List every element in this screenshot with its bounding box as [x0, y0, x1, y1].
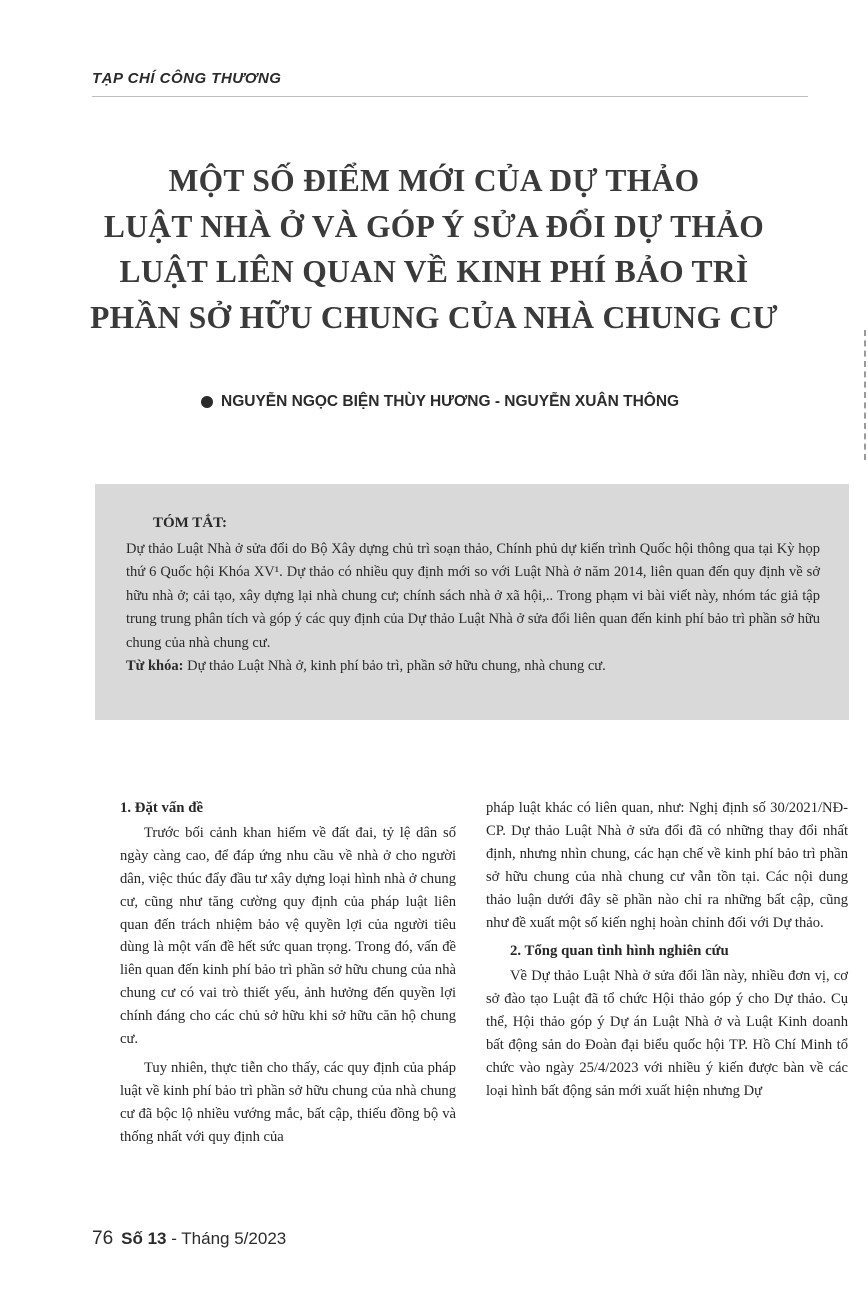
paragraph: pháp luật khác có liên quan, như: Nghị định số 30/2021/NĐ-CP. Dự thảo Luật Nhà ở sửa đổi đã có những thay đổi nhất định, nhưng nhìn chung, các hạn chế về kinh phí bảo trì phần sở hữu chung của nhà chung cư vẫn tồn tại. Các nội dung thảo luận dưới đây sẽ phần nào chỉ ra những bất cập, cũng như đề xuất một số kiến nghị hoàn chỉnh đối với Dự thảo.: [486, 800, 848, 931]
issue-number: Số 13: [121, 1229, 167, 1248]
paragraph: Tuy nhiên, thực tiễn cho thấy, các quy định của pháp luật về kinh phí bảo trì phần sở hữu chung của nhà chung cư đã bộc lộ nhiều vướng mắc, bất cập, thiếu đồng bộ và thống nhất với quy định của: [120, 1059, 456, 1145]
authors-names: NGUYỄN NGỌC BIỆN THÙY HƯƠNG - NGUYỄN XUÂN THÔNG: [221, 393, 680, 410]
abstract-heading: TÓM TẮT:: [153, 515, 228, 531]
paragraph: Trước bối cảnh khan hiếm về đất đai, tỷ lệ dân số ngày càng cao, để đáp ứng nhu cầu về nhà ở cho người dân, việc thúc đẩy đầu tư xây dựng loại hình nhà ở chung cư, cũng như tăng cường quy định của pháp luật liên quan đến trách nhiệm bảo vệ quyền lợi của người tiêu dùng là một vấn đề hết sức quan trọng. Trong đó, vấn đề liên quan đến kinh phí bảo trì phần sở hữu chung của nhà chung cư có vai trò thiết yếu, ảnh hưởng đến quyền lợi chính đáng cho các chủ sở hữu khi sở hữu căn hộ chung cư.: [120, 824, 456, 1048]
issue-date: - Tháng 5/2023: [166, 1229, 287, 1248]
right-column: [486, 797, 848, 1109]
abstract-text: Dự thảo Luật Nhà ở sửa đổi do Bộ Xây dựng chủ trì soạn thảo, Chính phủ dự kiến trình Quốc hội thông qua tại Kỳ họp thứ 6 Quốc hội Khóa XV¹. Dự thảo có nhiều quy định mới so với Luật Nhà ở năm 2014, liên quan đến quy định về sở hữu nhà ở; cải tạo, xây dựng lại nhà chung cư; chính sách nhà ở xã hội,.. Trong phạm vi bài viết này, nhóm tác giả tập trung trung phân tích và góp ý các quy định của Dự thảo Luật Nhà ở sửa đổi liên quan đến kinh phí bảo trì phần sở hữu chung của nhà chung cư.: [126, 540, 820, 651]
keywords-line: [126, 655, 820, 679]
title-line: MỘT SỐ ĐIỂM MỚI CỦA DỰ THẢO: [168, 163, 700, 198]
left-column: [120, 797, 456, 1155]
journal-name: TẠP CHÍ CÔNG THƯƠNG: [92, 70, 282, 87]
journal-header: [92, 70, 808, 104]
abstract-box: [95, 484, 849, 720]
keywords-text: Dự thảo Luật Nhà ở, kinh phí bảo trì, phần sở hữu chung, nhà chung cư.: [183, 658, 606, 674]
keywords-label: Từ khóa:: [126, 658, 184, 674]
article-title: [60, 158, 808, 340]
page-edge-mark: [864, 330, 868, 460]
abstract-content: [126, 512, 820, 679]
page-number: 76: [92, 1228, 114, 1249]
abstract-body: [126, 538, 820, 679]
paragraph: Về Dự thảo Luật Nhà ở sửa đổi lần này, nhiều đơn vị, cơ sở đào tạo Luật đã tổ chức Hội thảo góp ý cho Dự thảo. Cụ thể, Hội thảo góp ý Dự án Luật Nhà ở và Luật Kinh doanh bất động sản do Đoàn đại biểu quốc hội TP. Hồ Chí Minh tổ chức vào ngày 25/4/2023 với nhiều ý kiến được bàn về các loại hình bất động sản mới xuất hiện nhưng Dự: [486, 968, 848, 1099]
bullet-icon: [201, 396, 213, 408]
page-footer: [92, 1228, 286, 1250]
title-line: PHẦN SỞ HỮU CHUNG CỦA NHÀ CHUNG CƯ: [90, 299, 778, 335]
title-line: LUẬT LIÊN QUAN VỀ KINH PHÍ BẢO TRÌ: [119, 254, 749, 289]
author-line: [201, 393, 679, 411]
section-heading-overview: 2. Tổng quan tình hình nghiên cứu: [510, 943, 729, 960]
title-line: LUẬT NHÀ Ở VÀ GÓP Ý SỬA ĐỔI DỰ THẢO: [103, 208, 765, 244]
section-heading-intro: 1. Đặt vấn đề: [120, 800, 204, 816]
header-divider: [92, 96, 808, 97]
